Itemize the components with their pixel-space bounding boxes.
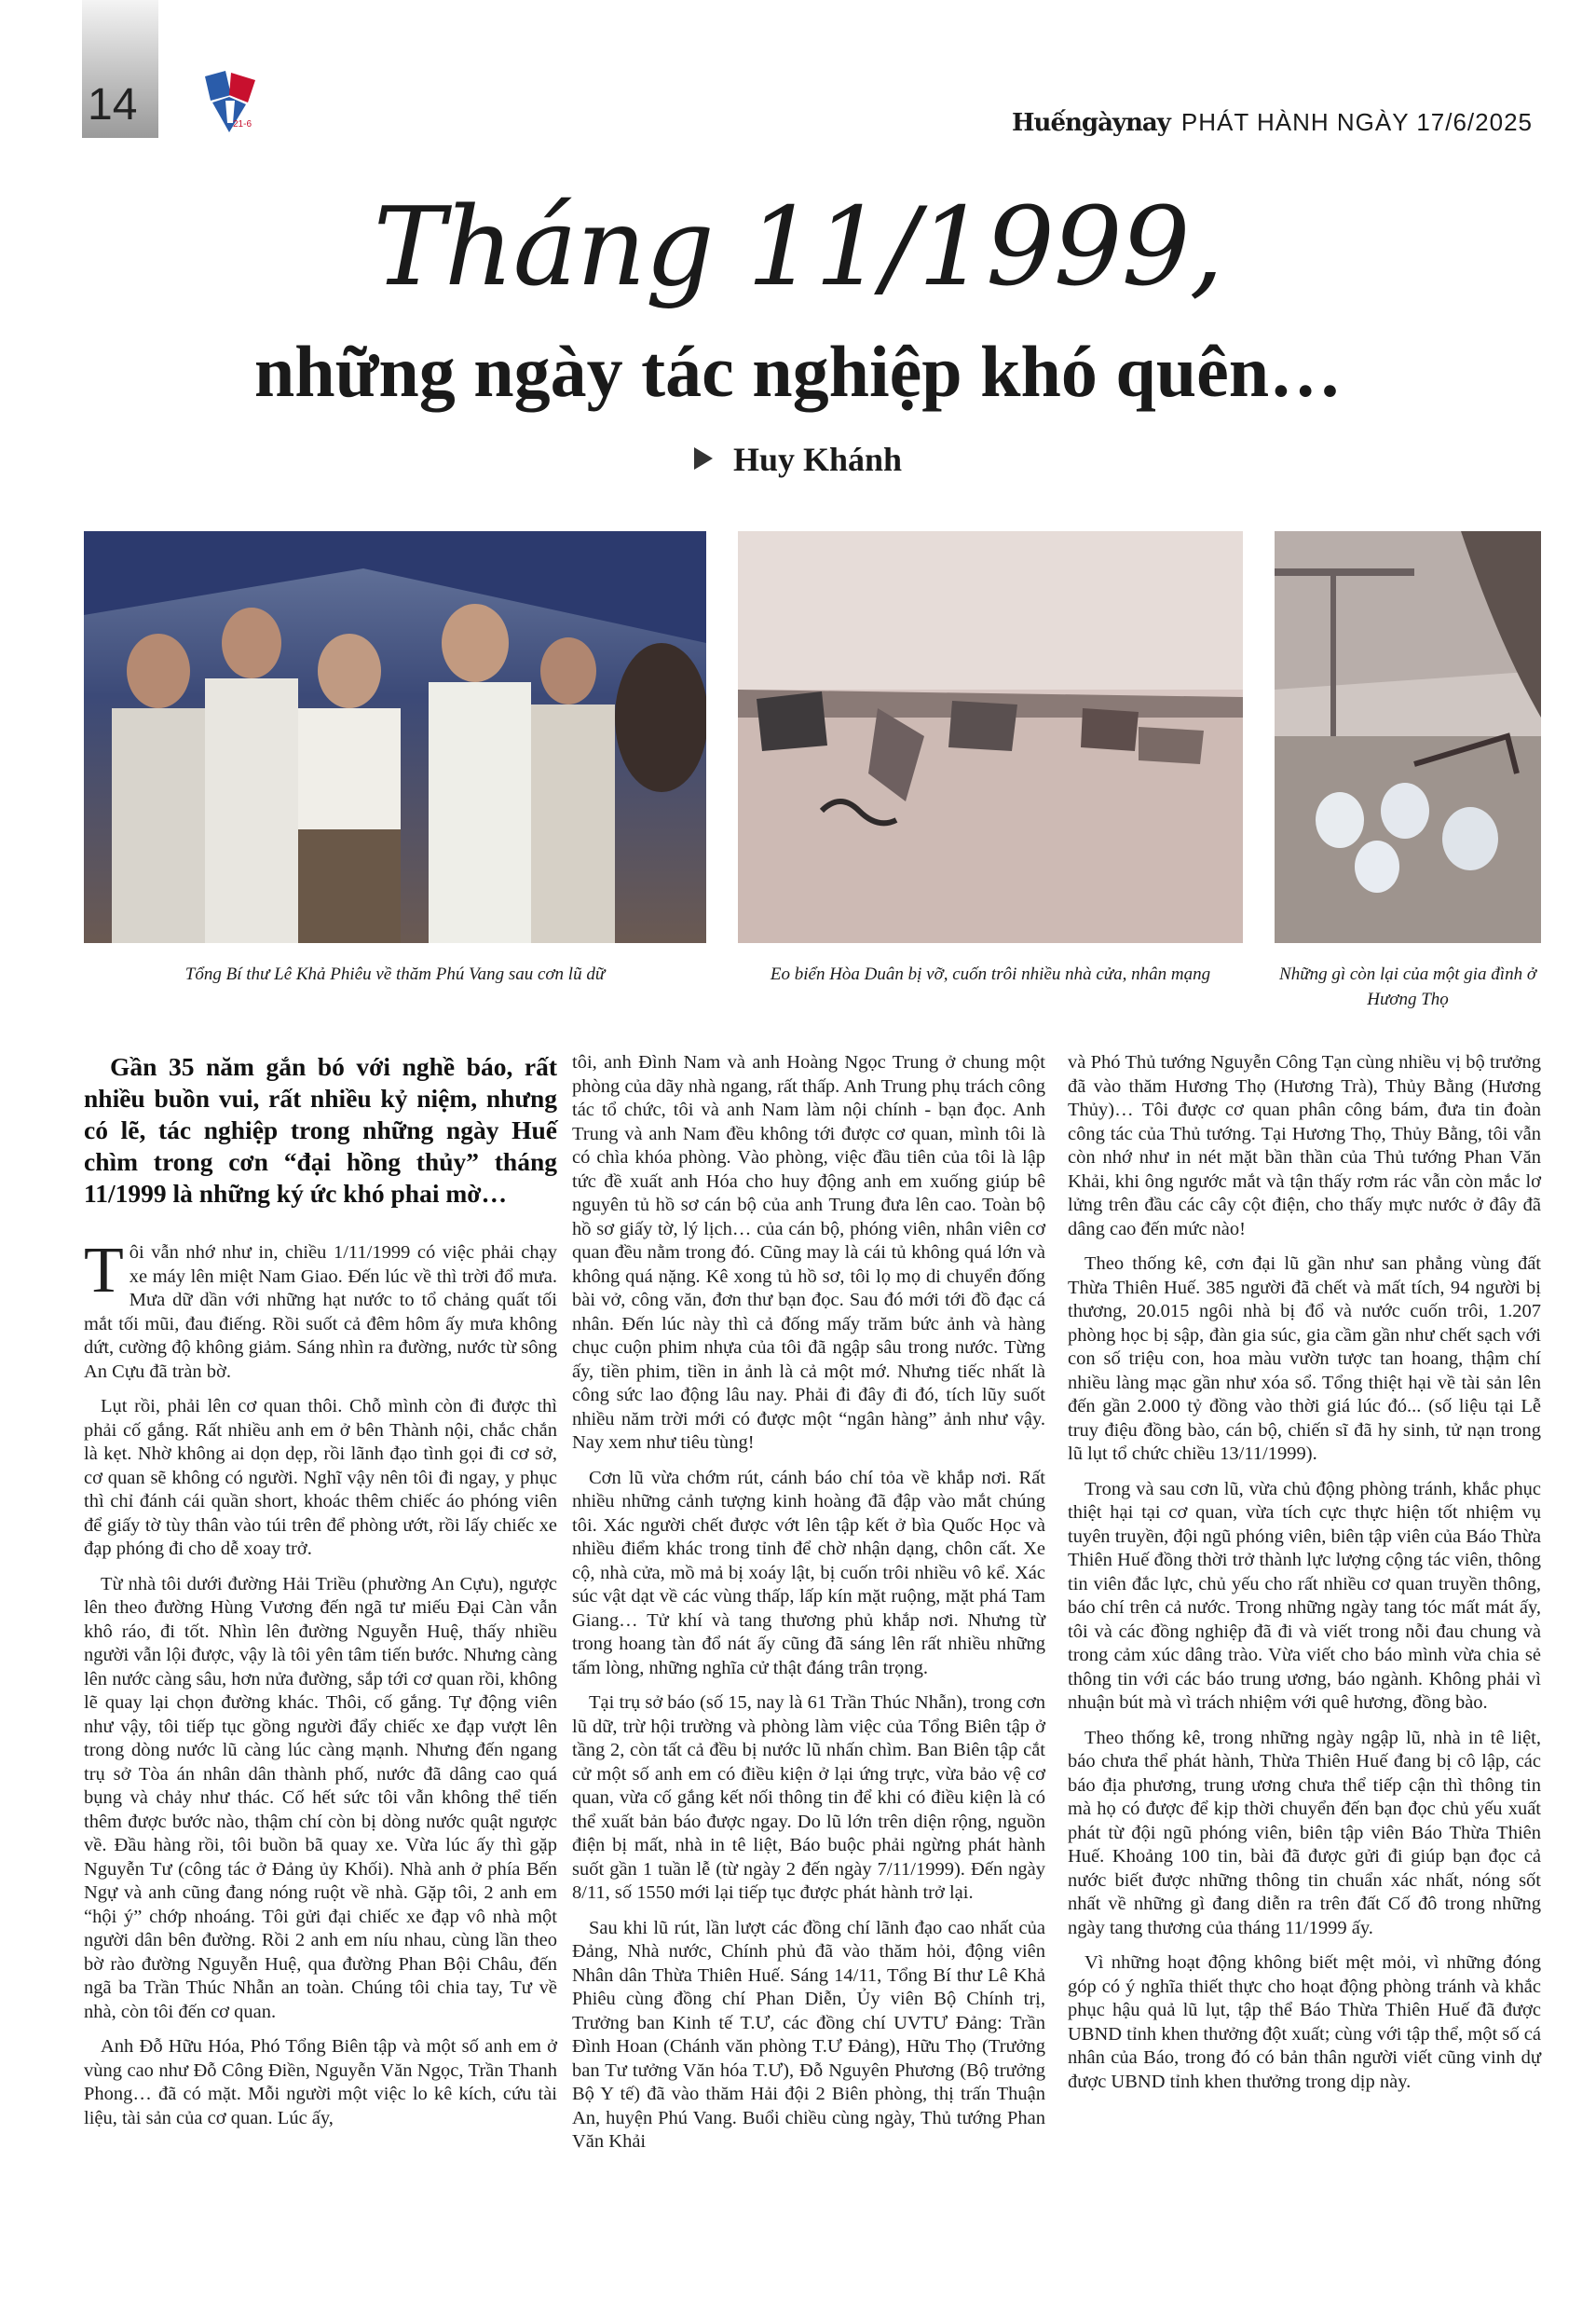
logo-label: 21-6: [233, 119, 252, 130]
body-paragraph: Lụt rồi, phải lên cơ quan thôi. Chỗ mình còn đi được thì phải cố gắng. Rất nhiều anh em ở bên Thành nội, chắc chắn là kẹt. Nhờ không ai dọn dẹp, rồi lãnh đạo tình gọi đi cơ sở, cơ quan sẽ không có người. Nghĩ vậy nên tôi đi ngay, y phục thì chỉ đánh cái quần short, khoác thêm chiếc áo phóng viên để giấy tờ tùy thân vào túi trên để phòng ướt, rồi lấy chiếc xe đạp phóng đi cho dễ xoay trở.: [84, 1396, 557, 1559]
brand-name: Huếngàynay: [1011, 109, 1170, 137]
page-number: 14: [88, 80, 138, 130]
photo-remains-huong-tho: [1275, 531, 1541, 943]
body-paragraph: Theo thống kê, trong những ngày ngập lũ, nhà in tê liệt, báo chưa thể phát hành, Thừa Thiên Huế đang bị cô lập, các báo địa phương, trung ương chưa thể tiếp cận thì thông tin mà họ có được để kịp thời chuyển đến bạn đọc chủ yếu xuất phát từ đội ngũ phóng viên, biên tập viên Báo Thừa Thiên Huế. Khoảng 100 tin, bài đã được gửi đi giúp bạn đọc cả nước biết được những thông tin chuẩn xác nhất, nóng sốt nhất về những gì đang diễn ra trên đất Cố đô trong những ngày tang thương của tháng 11/1999 ấy.: [1068, 1727, 1541, 1938]
body-paragraph: Cơn lũ vừa chớm rút, cánh báo chí tỏa về khắp nơi. Rất nhiều những cảnh tượng kinh hoàng đã đập vào mắt chúng tôi. Xác người chết được vớt lên tập kết ở bìa Quốc Học và nhiều điểm khác trong tỉnh để chờ nhận dạng, chôn cất. Xe cộ, nhà cửa, mồ mả bị xoáy lật, bị cuốn trôi nhiều vô kể. Xác súc vật dạt về các vùng thấp, lấp kín mặt ruộng, mặt phá Tam Giang… Tử khí và tang thương phủ khắp nơi. Nhưng từ trong hoang tàn đổ nát ấy cũng đã sáng lên rất nhiều những tấm lòng, những nghĩa cử thật đáng trân trọng.: [572, 1467, 1045, 1678]
page-number-tab: [82, 0, 158, 138]
body-paragraph: Tôi vẫn nhớ như in, chiều 1/11/1999 có việc phải chạy xe máy lên miệt Nam Giao. Đến lúc về thì trời đổ mưa. Mưa dữ dần với những hạt nước to tổ chảng quất tối mắt tối mũi, đau điếng. Rồi suốt cả đêm hôm ấy mưa không dứt, cường độ không giảm. Sáng nhìn ra đường, nước từ sông An Cựu đã tràn bờ.: [84, 1235, 557, 1382]
anniversary-logo-icon: [198, 67, 263, 138]
body-paragraph: Theo thống kê, cơn đại lũ gần như san phẳng vùng đất Thừa Thiên Huế. 385 người đã chết và mất tích, 94 người bị thương, 20.015 ngôi nhà bị đổ và nước cuốn trôi, 1.207 phòng học bị sập, đàn gia súc, gia cầm gần như chết sạch với con số triệu con, hoa màu vườn tược tan hoang, thậm chí nhiều làng mạc gần như xóa sổ. Tổng thiệt hại về tài sản lên đến gần 2.000 tỷ đồng vào thời giá lúc đó... (số liệu tại Lễ truy điệu đồng bào, cán bộ, chiến sĩ đã hy sinh, tử nạn trong lũ lụt tổ chức chiều 13/11/1999).: [1068, 1253, 1541, 1464]
article-title-line1: Tháng 11/1999,: [373, 185, 1223, 310]
article-column-1: [84, 1051, 557, 2141]
masthead: [1012, 108, 1533, 137]
author-name: Huy Khánh: [732, 441, 903, 478]
photo-leader-visit: [84, 531, 706, 943]
lead-paragraph: Gần 35 năm gắn bó với nghề báo, rất nhiều buồn vui, rất nhiều kỷ niệm, nhưng có lẽ, tác nghiệp trong những ngày Huế chìm trong cơn “đại hồng thủy” tháng 11/1999 là những ký ức khó phai mờ…: [84, 1052, 557, 1208]
photo-caption: Tổng Bí thư Lê Khả Phiêu về thăm Phú Vang sau cơn lũ dữ: [184, 964, 606, 984]
article-column-2: [572, 1051, 1045, 2166]
byline: [0, 440, 1596, 479]
article-title-line2: những ngày tác nghiệp khó quên…: [253, 331, 1343, 412]
body-paragraph: Anh Đỗ Hữu Hóa, Phó Tổng Biên tập và một số anh em ở vùng cao như Đỗ Công Điền, Nguyễn Văn Ngọc, Trần Thanh Phong… đã có mặt. Mỗi người một việc lo kê kích, cứu tài liệu, tài sản của cơ quan. Lúc ấy,: [84, 2036, 557, 2128]
body-paragraph: Từ nhà tôi dưới đường Hải Triều (phường An Cựu), ngược lên theo đường Hùng Vương đến ngã tư miếu Đại Càn vẫn khô ráo, đi tốt. Nhìn lên đường Nguyễn Huệ, thấy nhiều người vẫn lội được, vậy là tôi yên tâm tiến bước. Nhưng càng lên nước càng sâu, hơn nửa đường, sắp tới cơ quan rồi, không lẽ quay lại chọn đường khác. Thôi, cố gắng. Tự động viên như vậy, tôi tiếp tục gồng người đẩy chiếc xe đạp vượt lên trong dòng nước lũ càng lúc càng mạnh. Nhưng đến ngang trụ sở Tòa án nhân dân thành phố, nước đã dâng cao quá bụng và chảy như thác. Cố hết sức tôi vẫn không thể tiến thêm được bước nào, thậm chí còn bị dòng nước quật ngược về. Đầu hàng rồi, tôi buồn bã quay xe. Vừa lúc ấy thì gặp Nguyễn Tư (công tác ở Đảng ủy Khối). Nhà anh ở phía Bến Ngự và anh cũng đang nóng ruột về nhà. Gặp tôi, 2 anh em “hội ý” chớp nhoáng. Tôi gửi đại chiếc xe đạp vô nhà một người dân bên đường. Rồi 2 anh em níu nhau, cùng lần theo bờ rào đường Nguyễn Huệ, qua đường Phan Bội Châu, đến ngã ba Trần Thúc Nhẫn an toàn. Chúng tôi chia tay, Tư về nhà, còn tôi đến cơ quan.: [84, 1573, 557, 2022]
triangle-bullet-icon: [694, 447, 713, 470]
body-paragraph: Tại trụ sở báo (số 15, nay là 61 Trần Thúc Nhẫn), trong cơn lũ dữ, trừ hội trường và phòng làm việc của Tổng Biên tập ở tầng 2, còn tất cả đều bị nước lũ nhấn chìm. Ban Biên tập cắt cử một số anh em có điều kiện ở lại ứng trực, vừa bảo vệ cơ quan, vừa cố gắng kết nối thông tin để khi có điều kiện là có thể xuất bản báo được ngay. Do lũ lớn trên diện rộng, nguồn điện bị mất, nhà in tê liệt, Báo buộc phải ngừng phát hành suốt gần 1 tuần lễ (từ ngày 2 đến ngày 7/11/1999). Đến ngày 8/11, số 1550 mới lại tiếp tục được phát hành trở lại.: [572, 1692, 1045, 1903]
issue-date: PHÁT HÀNH NGÀY 17/6/2025: [1180, 108, 1533, 136]
body-paragraph: và Phó Thủ tướng Nguyễn Công Tạn cùng nhiều vị bộ trưởng đã vào thăm Hương Thọ (Hương Trà), Thủy Bằng (Hương Thủy)… Tôi được cơ quan phân công bám, đưa tin đoàn công tác của Thủ tướng. Tại Hương Thọ, Thủy Bằng, tôi vẫn còn nhớ như in nét mặt bần thần của Thủ tướng Phan Văn Khải, khi ông ngước mắt và tận thấy rơm rác vẫn còn mắc lơ lửng trên đầu các cây cột điện, cho thấy mực nước ở đây đã dâng cao đến mức nào!: [1068, 1052, 1541, 1239]
body-paragraph: Vì những hoạt động không biết mệt mỏi, vì những đóng góp có ý nghĩa thiết thực cho hoạt động phòng tránh và khắc phục hậu quả lũ lụt, tập thể Báo Thừa Thiên Huế đã được UBND tỉnh khen thưởng đột xuất; cùng với tập thể, một số cá nhân của Báo, trong đó có bản thân người viết cũng vinh dự được UBND tỉnh khen thưởng trong dịp này.: [1068, 1952, 1541, 2092]
drop-cap: T: [84, 1235, 124, 1306]
body-paragraph: tôi, anh Đình Nam và anh Hoàng Ngọc Trung ở chung một phòng của dãy nhà ngang, rất thấp. Anh Trung phụ trách công tác tổ chức, tôi và anh Nam làm nội chính - bạn đọc. Anh Trung và anh Nam đều không tới được cơ quan, mình tôi là có chìa khóa phòng. Vào phòng, việc đầu tiên của tôi là lập tức đề xuất anh Hóa cho huy động anh em xuống giúp bê nguyên tủ hồ sơ cán bộ của anh Trung đưa lên cao. Toàn bộ hồ sơ giấy tờ, lý lịch… của cán bộ, phóng viên, nhân viên cơ quan đều nằm trong đó. Cũng may là cái tủ không quá lớn và không quá nặng. Kê xong tủ hồ sơ, tôi lọ mọ di chuyển đống bài vở, công văn, đơn thư bạn đọc. Sau đó mới tới đồ đạc cá nhân. Đến lúc này thì cả đống mấy trăm bức ảnh và hàng chục cuộn phim nhựa của tôi đã ngập sâu trong nước. Từng ấy, tiền phim, tiền in ảnh là cả một mớ. Nhưng tiếc nhất là công sức lao động lâu nay. Phải đi đây đi đó, tích lũy suốt nhiều năm trời mới có được một “ngân hàng” ảnh như vậy. Nay xem như tiêu tùng!: [572, 1052, 1045, 1453]
photo-caption: Những gì còn lại của một gia đình ở Hương Thọ: [1279, 964, 1536, 1009]
photo-caption: Eo biển Hòa Duân bị vỡ, cuốn trôi nhiều nhà cửa, nhân mạng: [770, 964, 1211, 984]
photo-broken-coast: [738, 531, 1243, 943]
body-paragraph: Sau khi lũ rút, lần lượt các đồng chí lãnh đạo cao nhất của Đảng, Nhà nước, Chính phủ đã vào thăm hỏi, động viên Nhân dân Thừa Thiên Huế. Sáng 14/11, Tổng Bí thư Lê Khả Phiêu cùng đồng chí Phan Diễn, Ủy viên Bộ Chính trị, Trưởng ban Kinh tế T.Ư, các đồng chí UVTƯ Đảng: Trần Đình Hoan (Chánh văn phòng T.Ư Đảng), Hữu Thọ (Trưởng ban Tư tưởng Văn hóa T.Ư), Đỗ Nguyên Phương (Bộ trưởng Bộ Y tế) đã vào thăm Hải đội 2 Biên phòng, thị trấn Thuận An, huyện Phú Vang. Buổi chiều cùng ngày, Thủ tướng Phan Văn Khải: [572, 1917, 1045, 2152]
body-paragraph: Trong và sau cơn lũ, vừa chủ động phòng tránh, khắc phục thiệt hại tại cơ quan, vừa tích cực thực hiện tốt nhiệm vụ tuyên truyền, đội ngũ phóng viên, biên tập viên của Báo Thừa Thiên Huế đồng thời trở thành lực lượng cộng tác viên, thông tin viên đắc lực, chủ yếu cho rất nhiều cơ quan truyền thông, báo chí trên cả nước. Trong những ngày tang tóc mất mát ấy, tôi và các đồng nghiệp đã đi và viết trong nỗi đau chung và trong cảm xúc dâng trào. Vừa viết cho báo mình vừa chia sẻ thông tin với các báo trung ương, báo ngành. Không phải vì nhuận bút mà vì trách nhiệm với quê hương, đồng bào.: [1068, 1478, 1541, 1713]
article-column-3: [1068, 1051, 1541, 2105]
